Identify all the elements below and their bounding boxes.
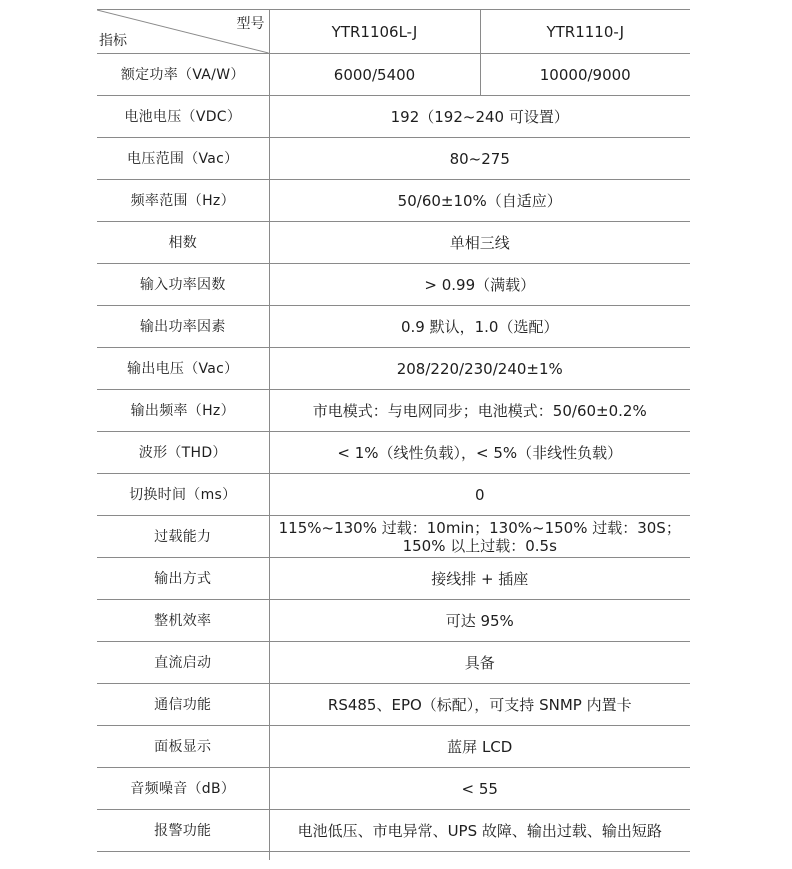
table-row [97, 558, 690, 600]
row-label: 通信功能 [97, 684, 269, 726]
row-value: < 1%（线性负载），< 5%（非线性负载） [269, 432, 690, 474]
table-row [97, 726, 690, 768]
row-label: 电池电压（VDC） [97, 96, 269, 138]
table-row [97, 138, 690, 180]
row-label: 输出电压（Vac） [97, 348, 269, 390]
row-label: 输出方式 [97, 558, 269, 600]
row-value: > 0.99（满载） [269, 264, 690, 306]
row-value: 192（192~240 可设置） [269, 96, 690, 138]
row-value: 0 [269, 474, 690, 516]
row-value: 50/60±10%（自适应） [269, 180, 690, 222]
row-value-multiline [269, 516, 690, 558]
row-value: RS485、EPO（标配），可支持 SNMP 内置卡 [269, 684, 690, 726]
model-header-2: YTR1110-J [480, 10, 690, 54]
table-row [97, 222, 690, 264]
corner-model-label: 型号 [236, 16, 265, 32]
spec-table [97, 9, 690, 860]
row-value: 0.9 默认，1.0（选配） [269, 306, 690, 348]
table-row [97, 432, 690, 474]
row-label: 面板显示 [97, 726, 269, 768]
row-label: 输出功率因素 [97, 306, 269, 348]
row-label: 音频噪音（dB） [97, 768, 269, 810]
table-row [97, 600, 690, 642]
row-label: 电压范围（Vac） [97, 138, 269, 180]
table-tail-cell [269, 852, 690, 860]
row-value: 蓝屏 LCD [269, 726, 690, 768]
table-row [97, 54, 690, 96]
table-row [97, 642, 690, 684]
table-row [97, 390, 690, 432]
row-value: 可达 95% [269, 600, 690, 642]
table-row [97, 684, 690, 726]
row-value-line-2: 150% 以上过载：0.5s [402, 536, 557, 555]
row-value-model-1: 6000/5400 [269, 54, 480, 96]
row-value: 接线排 + 插座 [269, 558, 690, 600]
header-corner-cell [97, 10, 269, 54]
row-value: 市电模式：与电网同步；电池模式：50/60±0.2% [269, 390, 690, 432]
row-label: 输出频率（Hz） [97, 390, 269, 432]
row-label: 频率范围（Hz） [97, 180, 269, 222]
corner-index-label: 指标 [99, 33, 127, 49]
row-value: 208/220/230/240±1% [269, 348, 690, 390]
table-row [97, 306, 690, 348]
row-label: 相数 [97, 222, 269, 264]
row-value-line-1: 115%~130% 过载：10min；130%~150% 过载：30S； [278, 518, 681, 537]
table-row [97, 768, 690, 810]
row-label: 整机效率 [97, 600, 269, 642]
table-tail-row [97, 852, 690, 860]
table-row [97, 180, 690, 222]
row-value-model-2: 10000/9000 [480, 54, 690, 96]
row-label: 切换时间（ms） [97, 474, 269, 516]
row-value: 具备 [269, 642, 690, 684]
table-row [97, 474, 690, 516]
table-row [97, 516, 690, 558]
table-row [97, 348, 690, 390]
model-header-1: YTR1106L-J [269, 10, 480, 54]
table-row [97, 96, 690, 138]
header-row [97, 10, 690, 54]
row-label: 额定功率（VA/W） [97, 54, 269, 96]
row-value: < 55 [269, 768, 690, 810]
row-label: 输入功率因数 [97, 264, 269, 306]
table-tail-cell [97, 852, 269, 860]
table-row [97, 810, 690, 852]
row-value: 80~275 [269, 138, 690, 180]
row-value: 单相三线 [269, 222, 690, 264]
row-label: 波形（THD） [97, 432, 269, 474]
row-label: 直流启动 [97, 642, 269, 684]
table-row [97, 264, 690, 306]
row-label: 过载能力 [97, 516, 269, 558]
row-value: 电池低压、市电异常、UPS 故障、输出过载、输出短路 [269, 810, 690, 852]
row-label: 报警功能 [97, 810, 269, 852]
